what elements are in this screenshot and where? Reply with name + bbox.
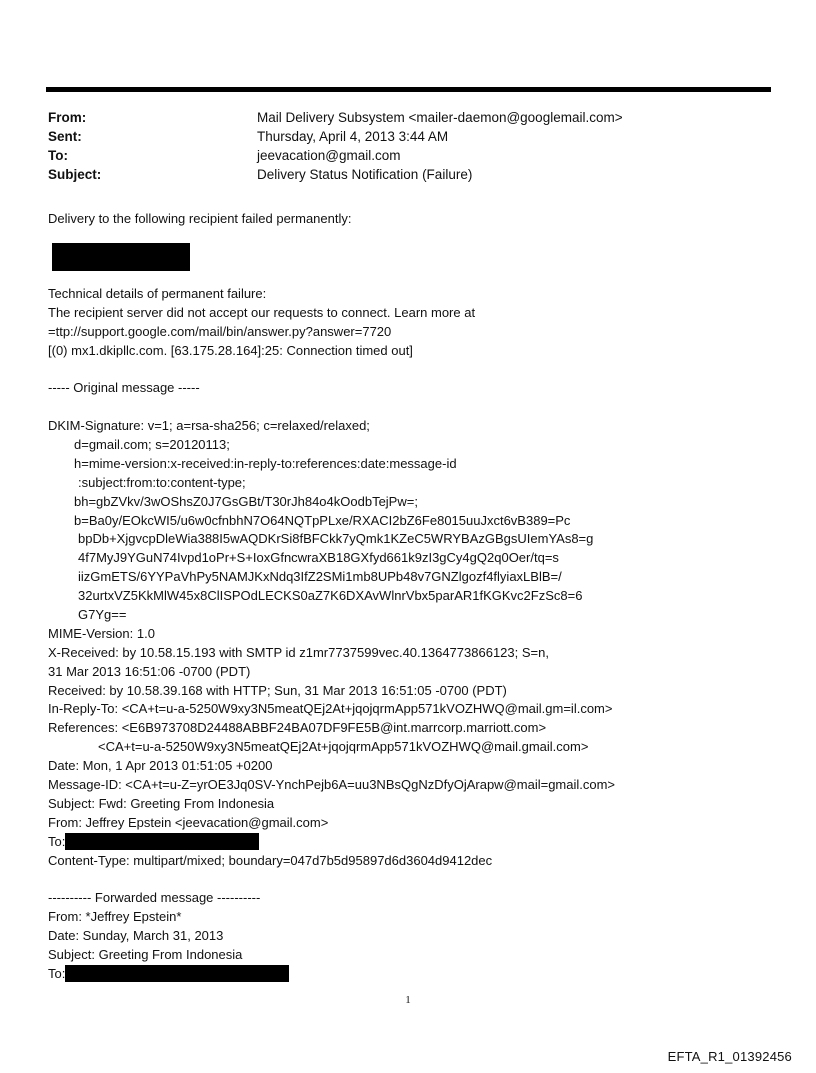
email-body bbox=[48, 210, 615, 984]
received-line: Received: by 10.58.39.168 with HTTP; Sun, 31 Mar 2013 16:51:05 -0700 (PDT) bbox=[48, 682, 507, 698]
dkim-line: 32urtxVZ5KkMlW45x8ClISPOdLECKS0aZ7K6DXAvWlnrVbx5parAR1fKGKvc2FzSc8=6 bbox=[78, 588, 583, 604]
tech-line: [(0) mx1.dkipllc.com. [63.175.28.164]:25: Connection timed out] bbox=[48, 342, 413, 358]
forwarded-from-line: From: *Jeffrey Epstein* bbox=[48, 909, 182, 925]
forwarded-to-line bbox=[48, 965, 615, 984]
dkim-line: 4f7MyJ9YGuN74Ivpd1oPr+S+IoxGfncwraXB18GXfyd661k9zI3gCy4gQ2q0Oer/tq=s bbox=[78, 550, 559, 566]
from-value: Mail Delivery Subsystem <mailer-daemon@googlemail.com> bbox=[257, 110, 623, 125]
tech-line: The recipient server did not accept our requests to connect. Learn more at bbox=[48, 304, 476, 320]
header-rule bbox=[46, 87, 771, 92]
subject-line: Subject: Fwd: Greeting From Indonesia bbox=[48, 795, 275, 811]
sent-label: Sent: bbox=[48, 129, 82, 144]
references-line: References: <E6B973708D24488ABBF24BA07DF9FE5B@int.marrcorp.marriott.com> bbox=[48, 720, 547, 736]
x-received-line: X-Received: by 10.58.15.193 with SMTP id z1mr7737599vec.40.1364773866123; S=n, bbox=[48, 644, 549, 660]
intro-line: Delivery to the following recipient failed permanently: bbox=[48, 211, 352, 226]
dkim-line: DKIM-Signature: v=1; a=rsa-sha256; c=relaxed/relaxed; bbox=[48, 418, 370, 434]
email-header bbox=[48, 108, 748, 188]
tech-title: Technical details of permanent failure: bbox=[48, 285, 267, 301]
subject-label: Subject: bbox=[48, 167, 102, 182]
tech-line: =ttp://support.google.com/mail/bin/answer.py?answer=7720 bbox=[48, 323, 392, 339]
sent-value: Thursday, April 4, 2013 3:44 AM bbox=[257, 129, 449, 144]
mime-line: MIME-Version: 1.0 bbox=[48, 625, 155, 641]
forwarded-subject-line: Subject: Greeting From Indonesia bbox=[48, 947, 243, 963]
x-received-line: 31 Mar 2013 16:51:06 -0700 (PDT) bbox=[48, 663, 251, 679]
dkim-line: :subject:from:to:content-type; bbox=[78, 474, 246, 490]
document-id: EFTA_R1_01392456 bbox=[667, 1049, 792, 1064]
references-line: <CA+t=u-a-5250W9xy3N5meatQEj2At+jqojqrmApp571kVOZHWQ@mail.gmail.com> bbox=[98, 739, 589, 755]
dkim-line: h=mime-version:x-received:in-reply-to:references:date:message-id bbox=[74, 455, 457, 471]
forwarded-date-line: Date: Sunday, March 31, 2013 bbox=[48, 928, 224, 944]
message-id-line: Message-ID: <CA+t=u-Z=yrOE3Jq0SV-YnchPejb6A=uu3NBsQgNzDfyOjArapw@mail=gmail.com> bbox=[48, 777, 616, 793]
dkim-line: G7Yg== bbox=[78, 607, 127, 623]
in-reply-to-line: In-Reply-To: <CA+t=u-a-5250W9xy3N5meatQEj2At+jqojqrmApp571kVOZHWQ@mail.gm=il.com> bbox=[48, 701, 613, 717]
page-number: 1 bbox=[405, 994, 411, 1006]
to-line bbox=[48, 833, 615, 852]
forwarded-separator: ---------- Forwarded message ---------- bbox=[48, 890, 261, 906]
redaction-box bbox=[65, 833, 259, 850]
content-type-line: Content-Type: multipart/mixed; boundary=047d7b5d95897d6d3604d9412dec bbox=[48, 852, 493, 868]
dkim-line: bh=gbZVkv/3wOShsZ0J7GsGBt/T30rJh84o4kOodbTejPw=; bbox=[74, 493, 418, 509]
original-separator: ----- Original message ----- bbox=[48, 380, 200, 396]
from-label: From: bbox=[48, 110, 87, 125]
from-line: From: Jeffrey Epstein <jeevacation@gmail.com> bbox=[48, 814, 329, 830]
redaction-box bbox=[65, 965, 289, 982]
to-label: To: bbox=[48, 148, 68, 163]
redaction-box bbox=[52, 243, 190, 271]
date-line: Date: Mon, 1 Apr 2013 01:51:05 +0200 bbox=[48, 758, 273, 774]
to-line-label: To: bbox=[48, 833, 66, 849]
to-value: jeevacation@gmail.com bbox=[257, 148, 401, 163]
dkim-line: d=gmail.com; s=20120113; bbox=[74, 437, 230, 453]
dkim-line: iizGmETS/6YYPaVhPy5NAMJKxNdq3IfZ2SMi1mb8UPb48v7GNZlgozf4flyiaxLBlB=/ bbox=[78, 569, 562, 585]
dkim-line: b=Ba0y/EOkcWI5/u6w0cfnbhN7O64NQTpPLxe/RXACI2bZ6Fe8015uuJxct6vB389=Pc bbox=[74, 512, 571, 528]
dkim-line: bpDb+XjgvcpDleWia388I5wAQDKrSi8fBFCkk7yQmk1KZeC5WRYBAzGBgsUIemYAs8=g bbox=[78, 531, 594, 547]
subject-value: Delivery Status Notification (Failure) bbox=[257, 167, 473, 182]
forwarded-to-label: To: bbox=[48, 965, 66, 981]
